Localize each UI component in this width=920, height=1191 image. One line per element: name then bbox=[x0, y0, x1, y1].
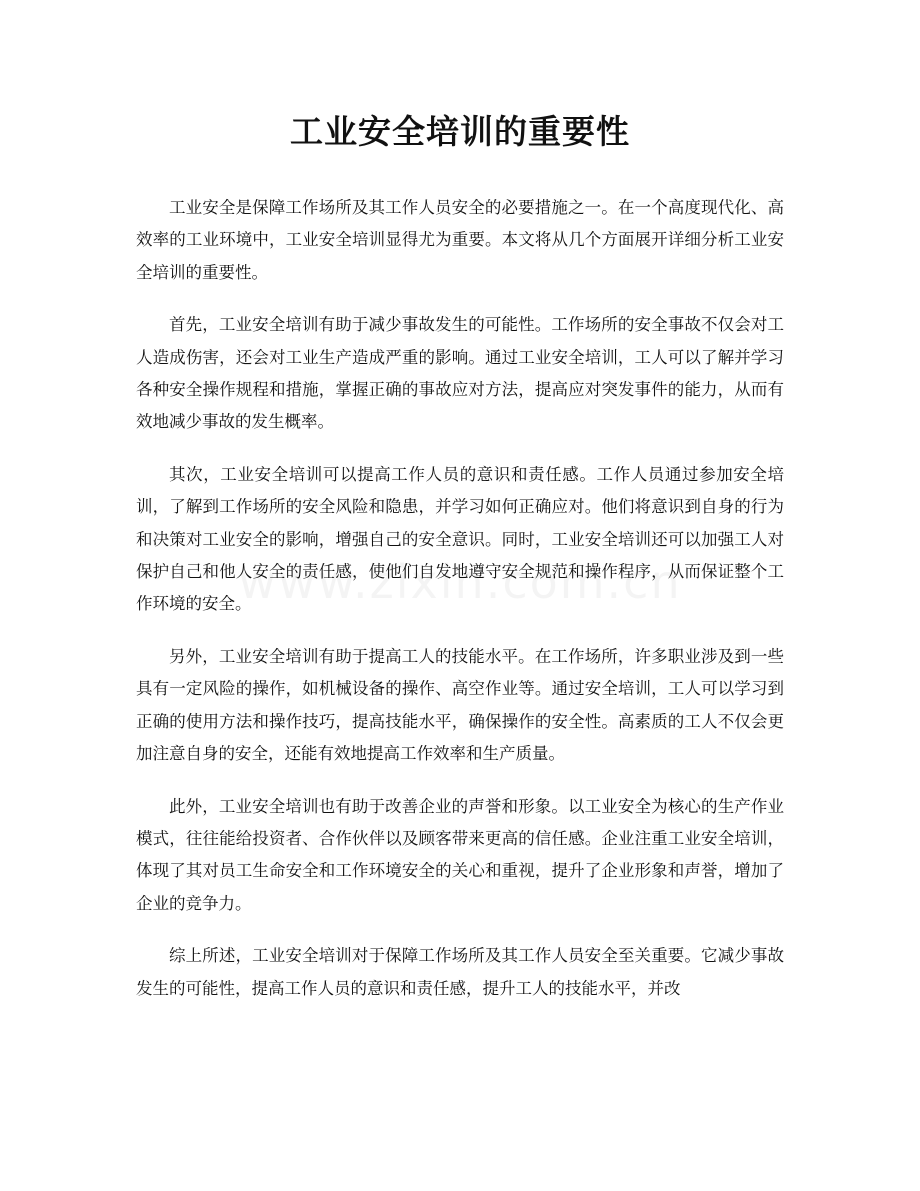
paragraph-awareness: 其次，工业安全培训可以提高工作人员的意识和责任感。工作人员通过参加安全培训，了解到工作场所的安全风险和隐患，并学习如何正确应对。他们将意识到自身的行为和决策对工业安全的影响，增强自己的安全意识。同时，工业安全培训还可以加强工人对保护自己和他人安全的责任感，使他们自发地遵守安全规范和操作程序，从而保证整个工作环境的安全。 bbox=[136, 464, 784, 614]
paragraph-skills: 另外，工业安全培训有助于提高工人的技能水平。在工作场所，许多职业涉及到一些具有一定风险的操作，如机械设备的操作、高空作业等。通过安全培训，工人可以学习到正确的使用方法和操作技巧，提高技能水平，确保操作的安全性。高素质的工人不仅会更加注意自身的安全，还能有效地提高工作效率和生产质量。 bbox=[136, 646, 784, 764]
paragraph-accident-reduction: 首先，工业安全培训有助于减少事故发生的可能性。工作场所的安全事故不仅会对工人造成伤害，还会对工业生产造成严重的影响。通过工业安全培训，工人可以了解并学习各种安全操作规程和措施，掌握正确的事故应对方法，提高应对突发事件的能力，从而有效地减少事故的发生概率。 bbox=[136, 315, 784, 432]
paragraph-reputation: 此外，工业安全培训也有助于改善企业的声誉和形象。以工业安全为核心的生产作业模式，往往能给投资者、合作伙伴以及顾客带来更高的信任感。企业注重工业安全培训，体现了其对员工生命安全和工作环境安全的关心和重视，提升了企业形象和声誉，增加了企业的竞争力。 bbox=[136, 796, 784, 913]
paragraph-summary: 综上所述，工业安全培训对于保障工作场所及其工作人员安全至关重要。它减少事故发生的可能性，提高工作人员的意识和责任感，提升工人的技能水平，并改 bbox=[136, 946, 784, 998]
document-title: 工业安全培训的重要性 bbox=[290, 112, 630, 151]
paragraph-intro: 工业安全是保障工作场所及其工作人员安全的必要措施之一。在一个高度现代化、高效率的工业环境中，工业安全培训显得尤为重要。本文将从几个方面展开详细分析工业安全培训的重要性。 bbox=[136, 198, 784, 282]
